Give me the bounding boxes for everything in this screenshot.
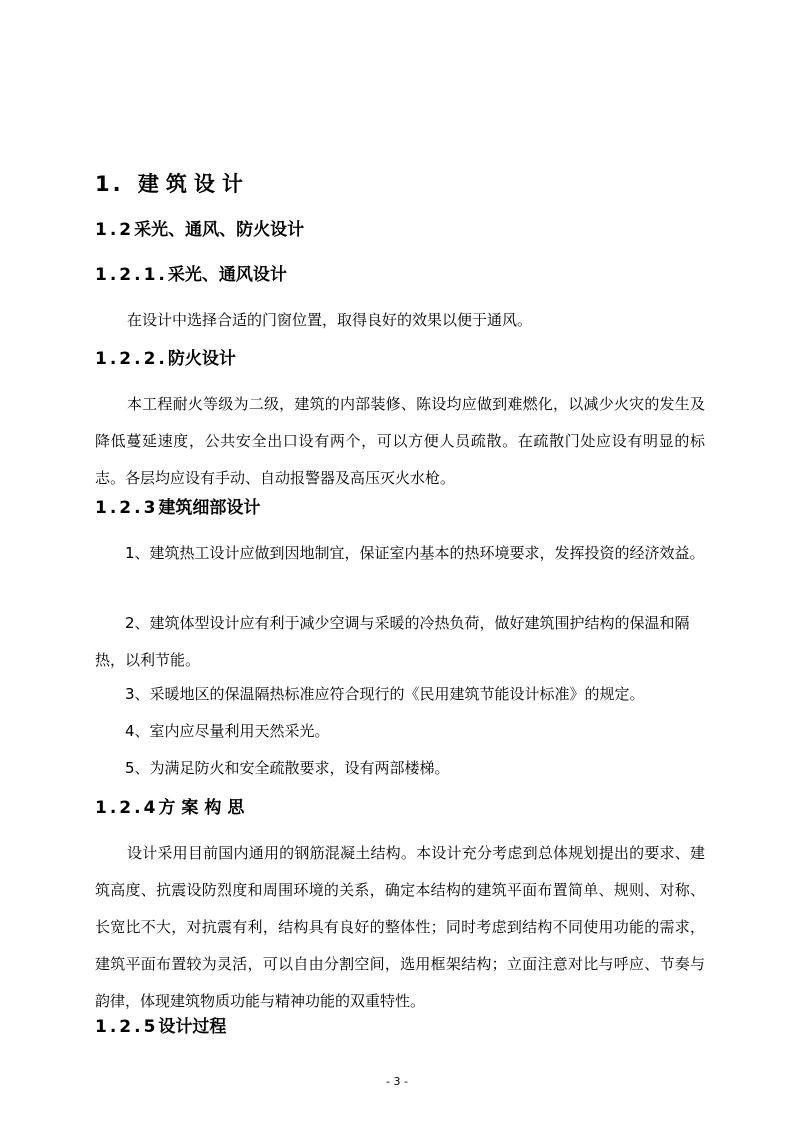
chapter-heading: 1. 建筑设计 bbox=[95, 172, 250, 196]
paragraph-lighting: 在设计中选择合适的门窗位置，取得良好的效果以便于通风。 bbox=[127, 311, 533, 329]
list-item: 2、建筑体型设计应有利于减少空调与采暖的冷热负荷，做好建筑围护结构的保温和隔热，以利节能。 bbox=[95, 614, 690, 669]
section-heading-1-2: 1.2采光、通风、防火设计 bbox=[95, 220, 305, 240]
list-item: 3、采暖地区的保温隔热标准应符合现行的《民用建筑节能设计标准》的规定。 bbox=[125, 685, 645, 703]
section-heading-1-2-2: 1.2.2.防火设计 bbox=[95, 349, 236, 369]
section-heading-1-2-5: 1.2.5设计过程 bbox=[95, 1017, 227, 1037]
paragraph-fire: 本工程耐火等级为二级，建筑的内部装修、陈设均应做到难燃化，以减少火灾的发生及降低蔓延速度，公共安全出口设有两个，可以方便人员疏散。在疏散门处应设有明显的标志。各层均应设有手动、自动报警器及高压灭火水枪。 bbox=[95, 395, 705, 487]
section-heading-1-2-4: 1.2.4方案构思 bbox=[95, 798, 251, 818]
list-item: 1、建筑热工设计应做到因地制宜，保证室内基本的热环境要求，发挥投资的经济效益。 bbox=[125, 544, 705, 562]
page-number: - 3 - bbox=[386, 1075, 408, 1088]
list-item: 4、室内应尽量利用天然采光。 bbox=[125, 722, 330, 740]
section-heading-1-2-1: 1.2.1.采光、通风设计 bbox=[95, 265, 287, 285]
paragraph-concept: 设计采用目前国内通用的钢筋混凝土结构。本设计充分考虑到总体规划提出的要求、建筑高度、抗震设防烈度和周围环境的关系，确定本结构的建筑平面布置简单、规则、对称、长宽比不大，对抗震有利，结构具有良好的整体性；同时考虑到结构不同使用功能的需求，建筑平面布置较为灵活，可以自由分割空间，选用框架结构；立面注意对比与呼应、节奏与韵律，体现建筑物质功能与精神功能的双重特性。 bbox=[95, 844, 705, 1010]
section-heading-1-2-3: 1.2.3建筑细部设计 bbox=[95, 498, 261, 518]
list-item: 5、为满足防火和安全疏散要求，设有两部楼梯。 bbox=[125, 759, 450, 777]
